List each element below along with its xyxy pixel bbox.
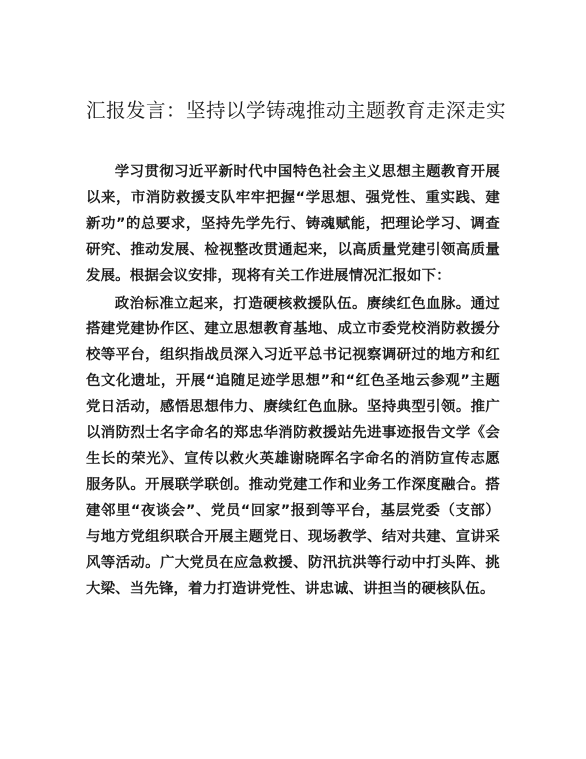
document-body <box>86 160 500 604</box>
intro-paragraph: 学习贯彻习近平新时代中国特色社会主义思想主题教育开展以来，市消防救援支队牢牢把握“学思想、强党性、重实践、建新功”的总要求，坚持先学先行、铸魂赋能，把理论学习、调查研究、推动发展、检视整改贯通起来，以高质量党建引领高质量发展。根据会议安排，现将有关工作进展情况汇报如下： <box>86 164 500 284</box>
body-paragraph: 政治标准立起来，打造硬核救援队伍。赓续红色血脉。通过搭建党建协作区、建立思想教育基地、成立市委党校消防救援分校等平台，组织指战员深入习近平总书记视察调研过的地方和红色文化遗址，开展“追随足迹学思想”和“红色圣地云参观”主题党日活动，感悟思想伟力、赓续红色血脉。坚持典型引领。推广以消防烈士名字命名的郑忠华消防救援站先进事迹报告文学《会生长的荣光》、宣传以救火英雄谢晓晖名字命名的消防宣传志愿服务队。开展联学联创。推动党建工作和业务工作深度融合。搭建邻里“夜谈会”、党员“回家”报到等平台，基层党委（支部）与地方党组织联合开展主题党日、现场教学、结对共建、宣讲采风等活动。广大党员在应急救援、防汛抗洪等行动中打头阵、挑大梁、当先锋，着力打造讲党性、讲忠诚、讲担当的硬核队伍。 <box>86 295 500 597</box>
document-title: 汇报发言：坚持以学铸魂推动主题教育走深走实 <box>86 99 507 122</box>
